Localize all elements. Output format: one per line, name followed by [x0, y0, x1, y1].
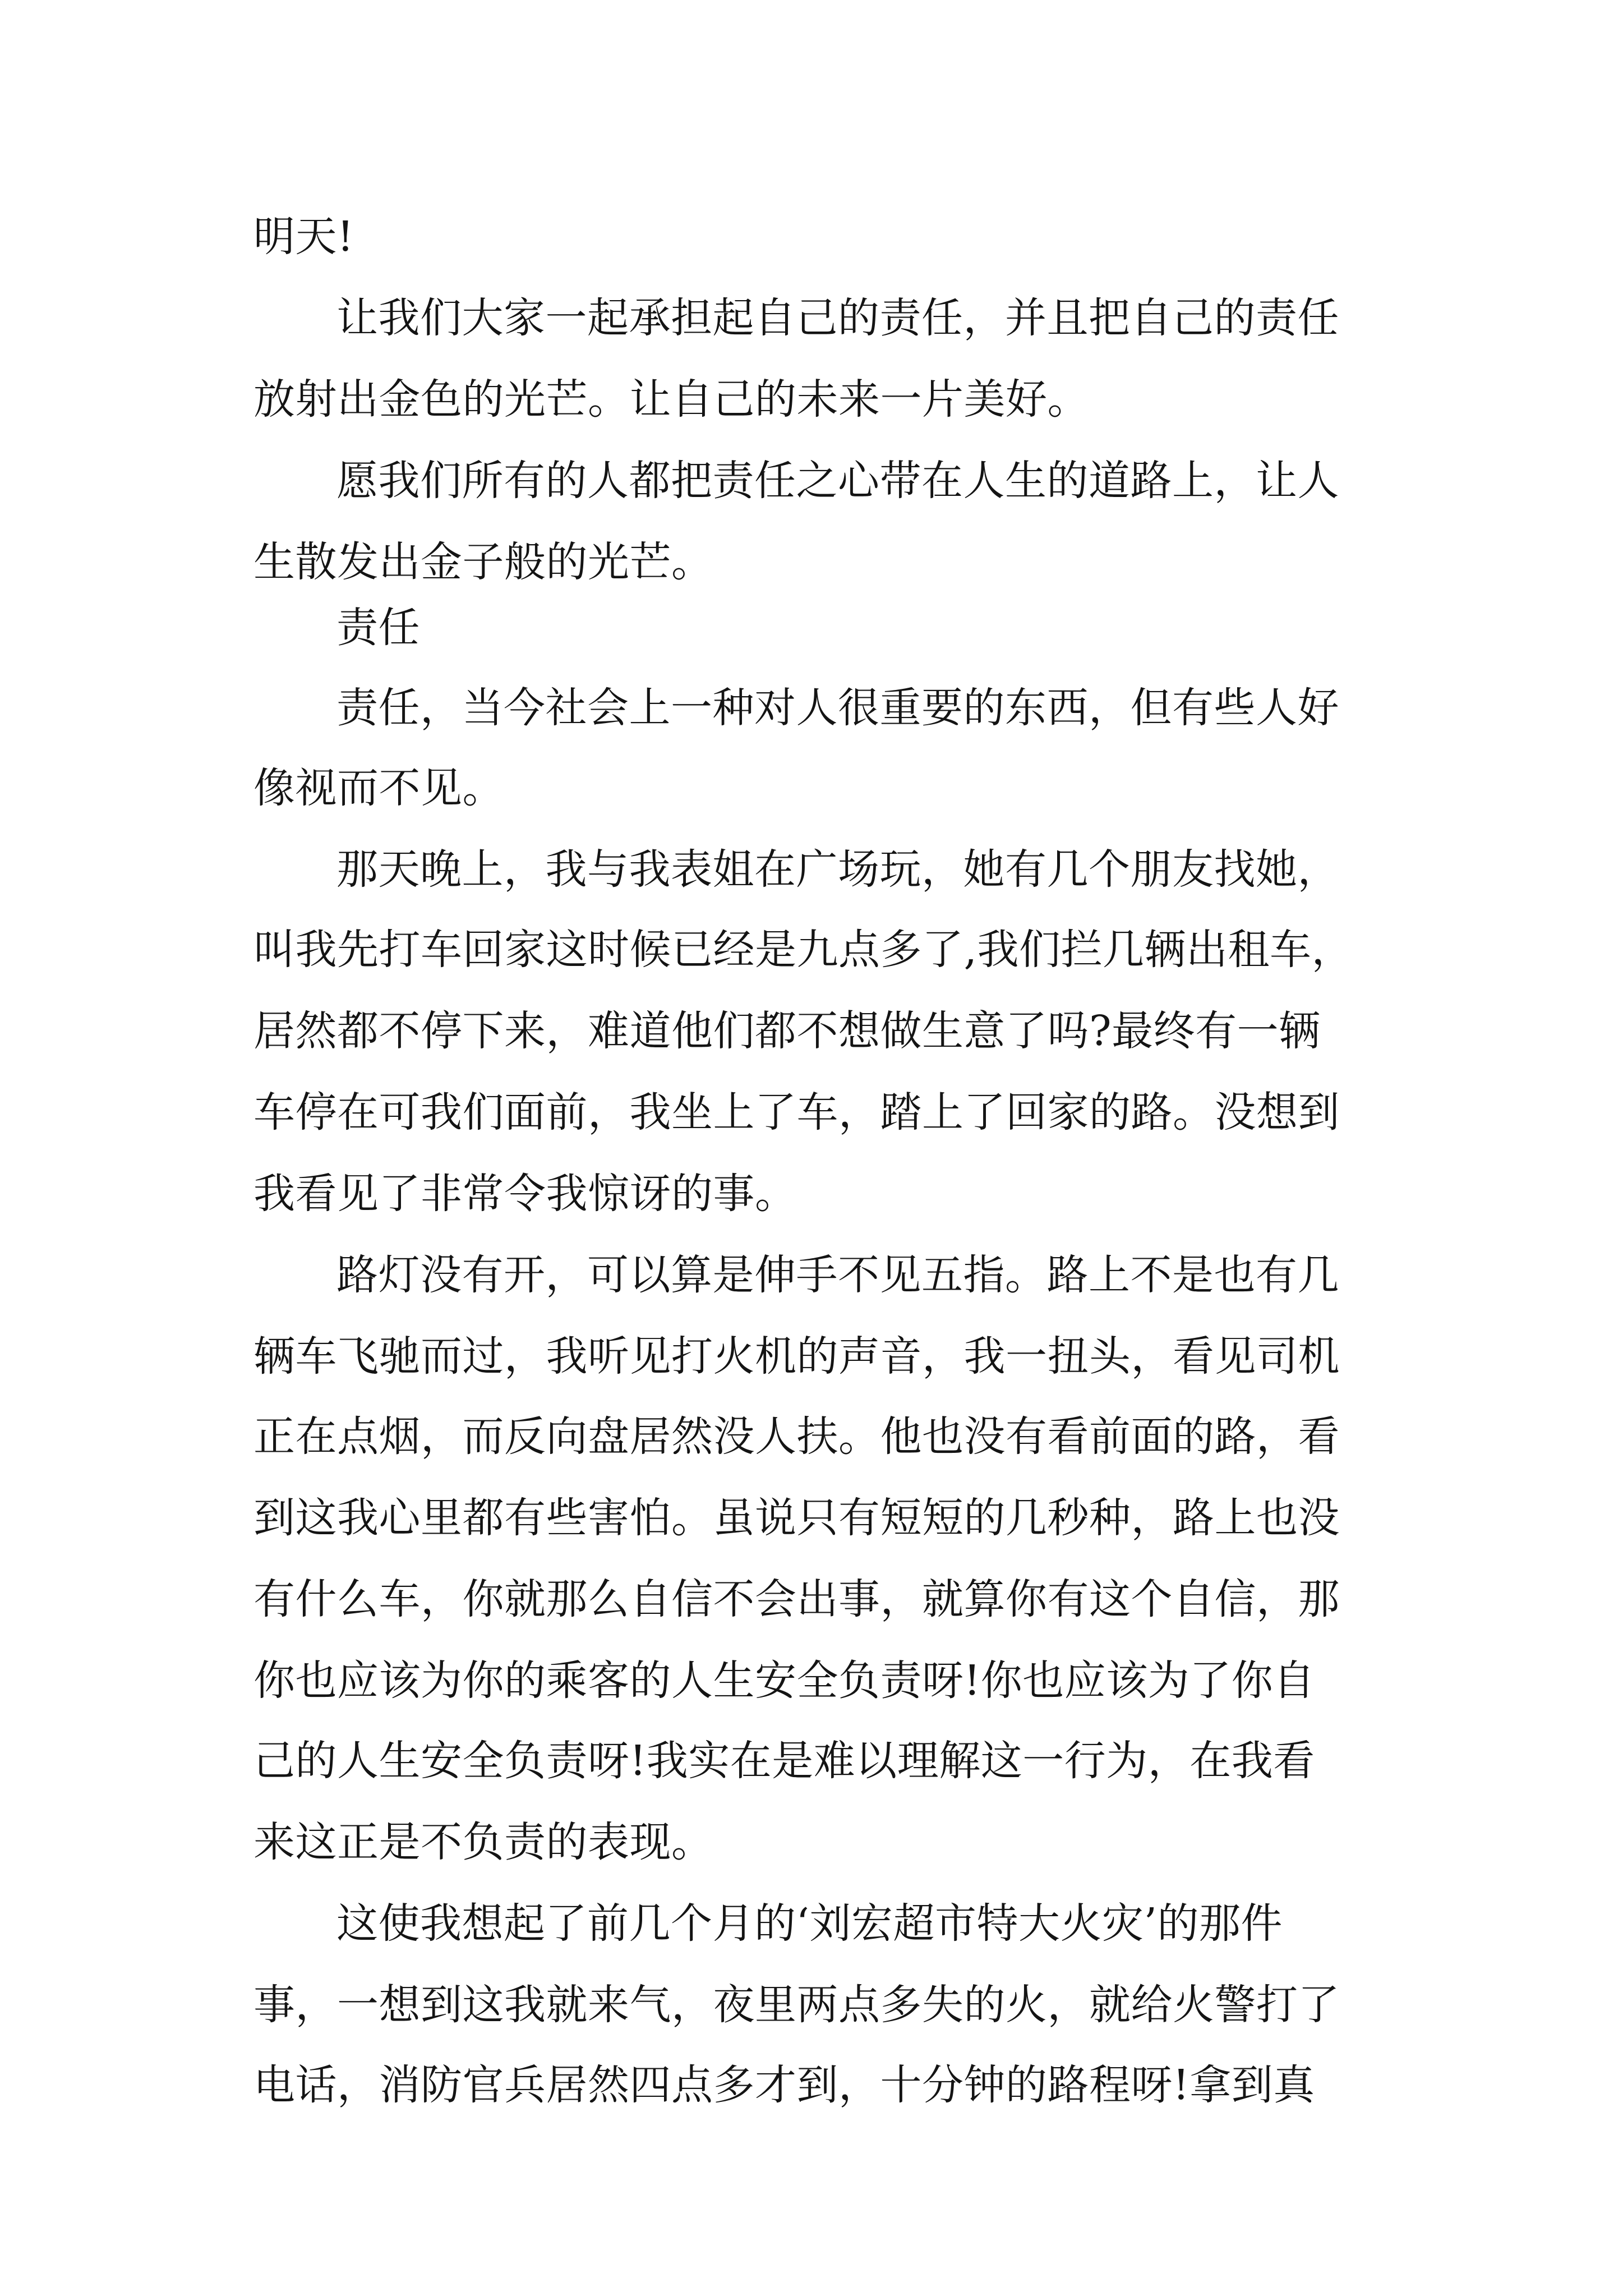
text-line: 正在点烟，而反向盘居然没人扶。他也没有看前面的路，看: [253, 1412, 1340, 1461]
paragraph-first-line: 路灯没有开，可以算是伸手不见五指。路上不是也有几: [336, 1251, 1339, 1299]
text-line: 来这正是不负责的表现。: [253, 1818, 713, 1866]
text-line: 电话，消防官兵居然四点多才到，十分钟的路程呀!拿到真: [253, 2061, 1315, 2109]
paragraph-first-line: 愿我们所有的人都把责任之心带在人生的道路上，让人: [336, 457, 1339, 505]
paragraph-first-line: 这使我想起了前几个月的‘刘宏超市特大火灾’的那件: [336, 1899, 1283, 1948]
text-line: 像视而不见。: [253, 764, 504, 812]
text-line: 生散发出金子般的光芒。: [253, 538, 713, 586]
text-line: 你也应该为你的乘客的人生安全负责呀!你也应该为了你自: [253, 1657, 1315, 1705]
text-line: 我看见了非常令我惊讶的事。: [253, 1170, 797, 1218]
text-line: 辆车飞驰而过，我听见打火机的声音，我一扭头，看见司机: [253, 1332, 1340, 1381]
text-line: 事，一想到这我就来气，夜里两点多失的火，就给火警打了: [253, 1981, 1340, 2029]
text-line: 明天!: [253, 213, 354, 261]
section-heading: 责任: [336, 604, 420, 652]
text-line: 己的人生安全负责呀!我实在是难以理解这一行为，在我看: [253, 1737, 1315, 1785]
paragraph-first-line: 责任，当今社会上一种对人很重要的东西，但有些人好: [336, 684, 1339, 732]
text-line: 到这我心里都有些害怕。虽说只有短短的几秒种，路上也没: [253, 1494, 1340, 1542]
text-line: 有什么车，你就那么自信不会出事，就算你有这个自信，那: [253, 1575, 1340, 1623]
paragraph-first-line: 让我们大家一起承担起自己的责任，并且把自己的责任: [336, 294, 1339, 342]
text-line: 居然都不停下来，难道他们都不想做生意了吗?最终有一辆: [253, 1007, 1321, 1055]
text-line: 放射出金色的光芒。让自己的未来一片美好。: [253, 375, 1089, 424]
paragraph-first-line: 那天晚上，我与我表姐在广场玩，她有几个朋友找她，: [336, 845, 1339, 894]
text-line: 车停在可我们面前，我坐上了车，踏上了回家的路。没想到: [253, 1088, 1340, 1137]
text-line: 叫我先打车回家这时候已经是九点多了,我们拦几辆出租车，: [253, 926, 1354, 974]
